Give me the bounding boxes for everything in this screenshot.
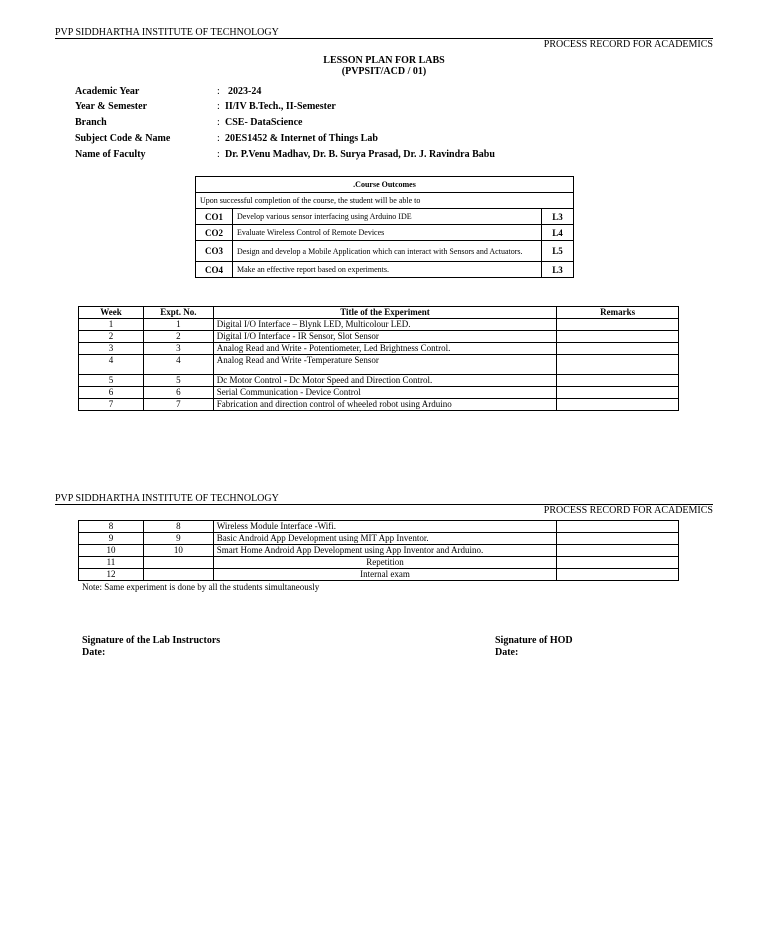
expt-cell: 1	[143, 319, 213, 331]
doc-title: LESSON PLAN FOR LABS	[323, 55, 445, 66]
remarks-cell	[557, 355, 679, 375]
co-text: Design and develop a Mobile Application which can interact with Sensors and Actuators.	[233, 241, 542, 262]
title-cell: Digital I/O Interface - IR Sensor, Slot Sensor	[213, 331, 556, 343]
table-row	[79, 569, 679, 581]
expt-cell	[143, 569, 213, 581]
table-row	[79, 387, 679, 399]
remarks-cell	[557, 521, 679, 533]
info-value: Dr. P.Venu Madhav, Dr. B. Surya Prasad, Dr. J. Ravindra Babu	[225, 149, 495, 160]
institute-name: PVP SIDDHARTHA INSTITUTE OF TECHNOLOGY	[55, 27, 279, 38]
title-cell: Internal exam	[213, 569, 556, 581]
week-cell: 2	[79, 331, 144, 343]
table-row	[79, 533, 679, 545]
instructor-date-label: Date:	[82, 647, 106, 658]
remarks-cell	[557, 533, 679, 545]
table-row	[79, 399, 679, 411]
table-row	[79, 557, 679, 569]
hod-signature-block	[495, 635, 573, 659]
co-row	[196, 209, 574, 225]
co-level: L5	[542, 241, 574, 262]
info-colon: :	[217, 86, 220, 97]
co-code: CO3	[196, 241, 233, 262]
title-cell: Repetition	[213, 557, 556, 569]
col-week: Week	[79, 307, 144, 319]
co-level: L3	[542, 209, 574, 225]
remarks-cell	[557, 319, 679, 331]
expt-cell: 9	[143, 533, 213, 545]
institute-name: PVP SIDDHARTHA INSTITUTE OF TECHNOLOGY	[55, 493, 279, 504]
week-cell: 9	[79, 533, 144, 545]
expt-cell: 4	[143, 355, 213, 375]
title-cell: Analog Read and Write -Temperature Sensor	[213, 355, 556, 375]
col-title: Title of the Experiment	[213, 307, 556, 319]
col-remarks: Remarks	[557, 307, 679, 319]
week-cell: 8	[79, 521, 144, 533]
co-row	[196, 241, 574, 262]
expt-cell: 10	[143, 545, 213, 557]
title-cell: Fabrication and direction control of wheeled robot using Arduino	[213, 399, 556, 411]
info-label: Year & Semester	[75, 101, 148, 112]
expt-cell: 3	[143, 343, 213, 355]
instructor-signature-block	[82, 635, 220, 659]
co-code: CO2	[196, 225, 233, 241]
info-label: Academic Year	[75, 86, 140, 97]
week-cell: 10	[79, 545, 144, 557]
expt-cell: 7	[143, 399, 213, 411]
expt-cell	[143, 557, 213, 569]
title-cell: Basic Android App Development using MIT App Inventor.	[213, 533, 556, 545]
info-value: CSE- DataScience	[225, 117, 303, 128]
remarks-cell	[557, 343, 679, 355]
info-value: 2023-24	[228, 86, 262, 97]
title-cell: Digital I/O Interface – Blynk LED, Multicolour LED.	[213, 319, 556, 331]
process-record-label: PROCESS RECORD FOR ACADEMICS	[543, 505, 713, 516]
course-outcomes-intro: Upon successful completion of the course, the student will be able to	[196, 193, 574, 209]
week-cell: 5	[79, 375, 144, 387]
hod-date-label: Date:	[495, 647, 519, 658]
remarks-cell	[557, 557, 679, 569]
instructor-signature-label: Signature of the Lab Instructors	[82, 635, 221, 646]
title-cell: Analog Read and Write - Potentiometer, Led Brightness Control.	[213, 343, 556, 355]
lab-plan-table-continued	[78, 520, 679, 581]
process-record-label: PROCESS RECORD FOR ACADEMICS	[543, 39, 713, 50]
hod-signature-label: Signature of HOD	[495, 635, 573, 646]
co-text: Evaluate Wireless Control of Remote Devices	[233, 225, 542, 241]
note-text: Note: Same experiment is done by all the students simultaneously	[82, 582, 320, 592]
co-code: CO4	[196, 262, 233, 278]
week-cell: 1	[79, 319, 144, 331]
week-cell: 12	[79, 569, 144, 581]
info-colon: :	[217, 149, 220, 160]
info-colon: :	[217, 101, 220, 112]
co-level: L4	[542, 225, 574, 241]
table-row	[79, 521, 679, 533]
info-value: II/IV B.Tech., II-Semester	[225, 101, 336, 112]
title-cell: Smart Home Android App Development using App Inventor and Arduino.	[213, 545, 556, 557]
info-label: Subject Code & Name	[75, 133, 171, 144]
table-row	[79, 343, 679, 355]
info-value: 20ES1452 & Internet of Things Lab	[225, 133, 378, 144]
remarks-cell	[557, 375, 679, 387]
info-label: Branch	[75, 117, 107, 128]
table-row	[79, 331, 679, 343]
title-cell: Wireless Module Interface -Wifi.	[213, 521, 556, 533]
remarks-cell	[557, 569, 679, 581]
co-row	[196, 262, 574, 278]
co-code: CO1	[196, 209, 233, 225]
info-colon: :	[217, 117, 220, 128]
week-cell: 7	[79, 399, 144, 411]
expt-cell: 2	[143, 331, 213, 343]
table-row	[79, 319, 679, 331]
table-row	[79, 545, 679, 557]
remarks-cell	[557, 331, 679, 343]
week-cell: 11	[79, 557, 144, 569]
co-level: L3	[542, 262, 574, 278]
remarks-cell	[557, 399, 679, 411]
co-text: Make an effective report based on experiments.	[233, 262, 542, 278]
lab-plan-table	[78, 306, 679, 411]
title-cell: Serial Communication - Device Control	[213, 387, 556, 399]
co-row	[196, 225, 574, 241]
co-text: Develop various sensor interfacing using Arduino IDE	[233, 209, 542, 225]
expt-cell: 6	[143, 387, 213, 399]
info-colon: :	[217, 133, 220, 144]
week-cell: 4	[79, 355, 144, 375]
expt-cell: 5	[143, 375, 213, 387]
title-cell: Dc Motor Control - Dc Motor Speed and Direction Control.	[213, 375, 556, 387]
course-outcomes-table	[195, 176, 574, 278]
week-cell: 3	[79, 343, 144, 355]
col-expt-no: Expt. No.	[143, 307, 213, 319]
week-cell: 6	[79, 387, 144, 399]
remarks-cell	[557, 387, 679, 399]
table-row	[79, 375, 679, 387]
course-outcomes-heading: .Course Outcomes	[196, 177, 574, 193]
info-label: Name of Faculty	[75, 149, 146, 160]
remarks-cell	[557, 545, 679, 557]
doc-code: (PVPSIT/ACD / 01)	[341, 66, 427, 77]
table-row	[79, 355, 679, 375]
expt-cell: 8	[143, 521, 213, 533]
